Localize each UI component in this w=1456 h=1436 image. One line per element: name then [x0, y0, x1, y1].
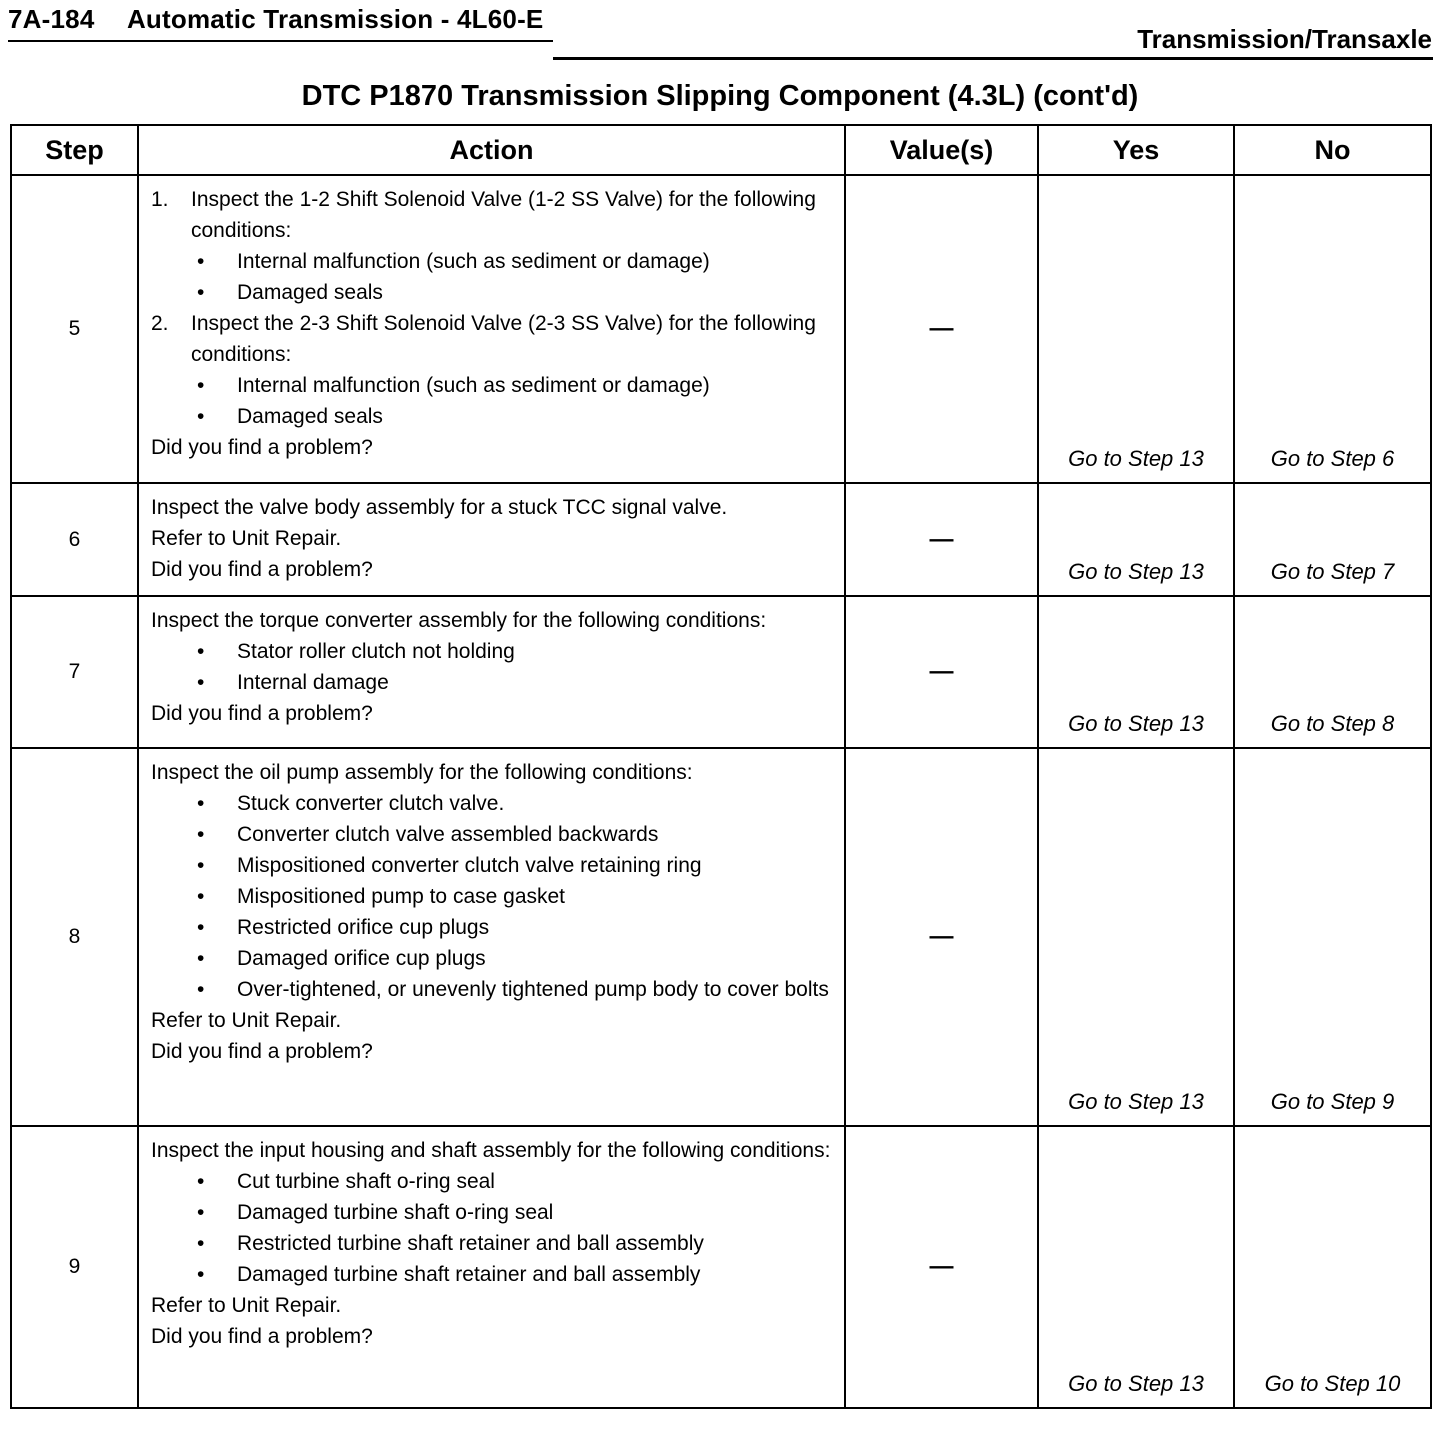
value-cell: — — [845, 1126, 1038, 1408]
column-header-yes: Yes — [1038, 125, 1234, 175]
condition-item — [151, 788, 838, 819]
step-number: 7 — [11, 596, 138, 748]
action-cell — [138, 596, 845, 748]
condition-text: Stator roller clutch not holding — [237, 640, 515, 663]
condition-item — [151, 277, 838, 308]
value-cell: — — [845, 175, 1038, 483]
condition-text: Internal damage — [237, 671, 389, 694]
action-cell — [138, 1126, 845, 1408]
condition-item — [151, 912, 838, 943]
condition-item — [151, 819, 838, 850]
no-result: Go to Step 7 — [1234, 483, 1431, 596]
chapter-title: Transmission/Transaxle — [1137, 24, 1432, 54]
bullet-icon: • — [197, 823, 205, 846]
table-body — [11, 175, 1431, 1408]
column-header-values: Value(s) — [845, 125, 1038, 175]
table-header-row — [11, 125, 1431, 175]
condition-text: Over-tightened, or unevenly tightened pump body to cover bolts — [237, 978, 829, 1001]
bullet-icon: • — [197, 792, 205, 815]
yes-result: Go to Step 13 — [1038, 1126, 1234, 1408]
action-text: Did you find a problem? — [151, 436, 373, 459]
header-rule — [8, 40, 553, 42]
column-header-step: Step — [11, 125, 138, 175]
bullet-icon: • — [197, 640, 205, 663]
bullet-icon: • — [197, 374, 205, 397]
value-cell: — — [845, 483, 1038, 596]
value-cell: — — [845, 748, 1038, 1126]
bullet-icon: • — [197, 978, 205, 1001]
step-number: 8 — [11, 748, 138, 1126]
column-header-no: No — [1234, 125, 1431, 175]
condition-item — [151, 881, 838, 912]
action-text: Refer to Unit Repair. — [151, 1294, 342, 1317]
condition-item — [151, 1197, 838, 1228]
condition-item — [151, 1259, 838, 1290]
condition-text: Damaged seals — [237, 405, 383, 428]
bullet-icon: • — [197, 947, 205, 970]
condition-item — [151, 943, 838, 974]
action-text: Did you find a problem? — [151, 1040, 373, 1063]
condition-text: Damaged orifice cup plugs — [237, 947, 486, 970]
condition-text: Converter clutch valve assembled backwards — [237, 823, 659, 846]
condition-text: Mispositioned pump to case gasket — [237, 885, 566, 908]
bullet-icon: • — [197, 250, 205, 273]
bullet-icon: • — [197, 885, 205, 908]
value-cell: — — [845, 596, 1038, 748]
condition-text: Mispositioned converter clutch valve retaining ring — [237, 854, 702, 877]
bullet-icon: • — [197, 1232, 205, 1255]
action-text: Inspect the torque converter assembly for the following conditions: — [151, 609, 767, 632]
action-text: Did you find a problem? — [151, 702, 373, 725]
bullet-icon: • — [197, 1201, 205, 1224]
instruction-number: 2. — [151, 312, 169, 335]
no-result: Go to Step 10 — [1234, 1126, 1431, 1408]
bullet-icon: • — [197, 405, 205, 428]
bullet-icon: • — [197, 281, 205, 304]
condition-item — [151, 850, 838, 881]
document-title: DTC P1870 Transmission Slipping Component (4.3L) (cont'd) — [301, 80, 1139, 112]
action-text: Inspect the oil pump assembly for the following conditions: — [151, 761, 693, 784]
yes-result: Go to Step 13 — [1038, 175, 1234, 483]
condition-item — [151, 974, 838, 1005]
condition-item — [151, 1228, 838, 1259]
section-title: Automatic Transmission - 4L60-E — [126, 4, 544, 34]
action-text: Did you find a problem? — [151, 558, 373, 581]
step-number: 9 — [11, 1126, 138, 1408]
bullet-icon: • — [197, 854, 205, 877]
no-result: Go to Step 6 — [1234, 175, 1431, 483]
bullet-icon: • — [197, 1263, 205, 1286]
column-header-action: Action — [138, 125, 845, 175]
bullet-icon: • — [197, 671, 205, 694]
table-row — [11, 483, 1431, 596]
bullet-icon: • — [197, 916, 205, 939]
instruction-text: Inspect the 1-2 Shift Solenoid Valve (1-2 SS Valve) for the following conditions: — [191, 188, 816, 242]
instruction-number: 1. — [151, 188, 169, 211]
action-text: Inspect the input housing and shaft assembly for the following conditions: — [151, 1139, 831, 1162]
yes-result: Go to Step 13 — [1038, 483, 1234, 596]
action-cell — [138, 175, 845, 483]
action-cell — [138, 483, 845, 596]
diagnostic-table — [10, 124, 1432, 1409]
table-row — [11, 748, 1431, 1126]
page-number: 7A-184 — [8, 4, 95, 34]
condition-text: Damaged seals — [237, 281, 383, 304]
numbered-instruction — [151, 308, 838, 370]
condition-item — [151, 370, 838, 401]
no-result: Go to Step 8 — [1234, 596, 1431, 748]
condition-text: Restricted orifice cup plugs — [237, 916, 490, 939]
table-row — [11, 596, 1431, 748]
condition-text: Cut turbine shaft o-ring seal — [237, 1170, 495, 1193]
table-row — [11, 1126, 1431, 1408]
condition-item — [151, 401, 838, 432]
step-number: 6 — [11, 483, 138, 596]
action-cell — [138, 748, 845, 1126]
condition-text: Stuck converter clutch valve. — [237, 792, 505, 815]
numbered-instruction — [151, 184, 838, 246]
condition-text: Damaged turbine shaft o-ring seal — [237, 1201, 554, 1224]
condition-text: Restricted turbine shaft retainer and ball assembly — [237, 1232, 704, 1255]
condition-text: Damaged turbine shaft retainer and ball assembly — [237, 1263, 701, 1286]
action-text: Refer to Unit Repair. — [151, 1009, 342, 1032]
action-text: Inspect the valve body assembly for a stuck TCC signal valve. — [151, 496, 728, 519]
yes-result: Go to Step 13 — [1038, 748, 1234, 1126]
instruction-text: Inspect the 2-3 Shift Solenoid Valve (2-3 SS Valve) for the following conditions: — [191, 312, 816, 366]
condition-item — [151, 667, 838, 698]
condition-item — [151, 246, 838, 277]
action-text: Refer to Unit Repair. — [151, 527, 342, 550]
action-text: Did you find a problem? — [151, 1325, 373, 1348]
yes-result: Go to Step 13 — [1038, 596, 1234, 748]
step-number: 5 — [11, 175, 138, 483]
no-result: Go to Step 9 — [1234, 748, 1431, 1126]
condition-item — [151, 1166, 838, 1197]
condition-item — [151, 636, 838, 667]
condition-text: Internal malfunction (such as sediment or damage) — [237, 250, 710, 273]
page-header — [8, 4, 543, 35]
header-rule-right — [553, 57, 1433, 60]
table-row — [11, 175, 1431, 483]
condition-text: Internal malfunction (such as sediment or damage) — [237, 374, 710, 397]
bullet-icon: • — [197, 1170, 205, 1193]
